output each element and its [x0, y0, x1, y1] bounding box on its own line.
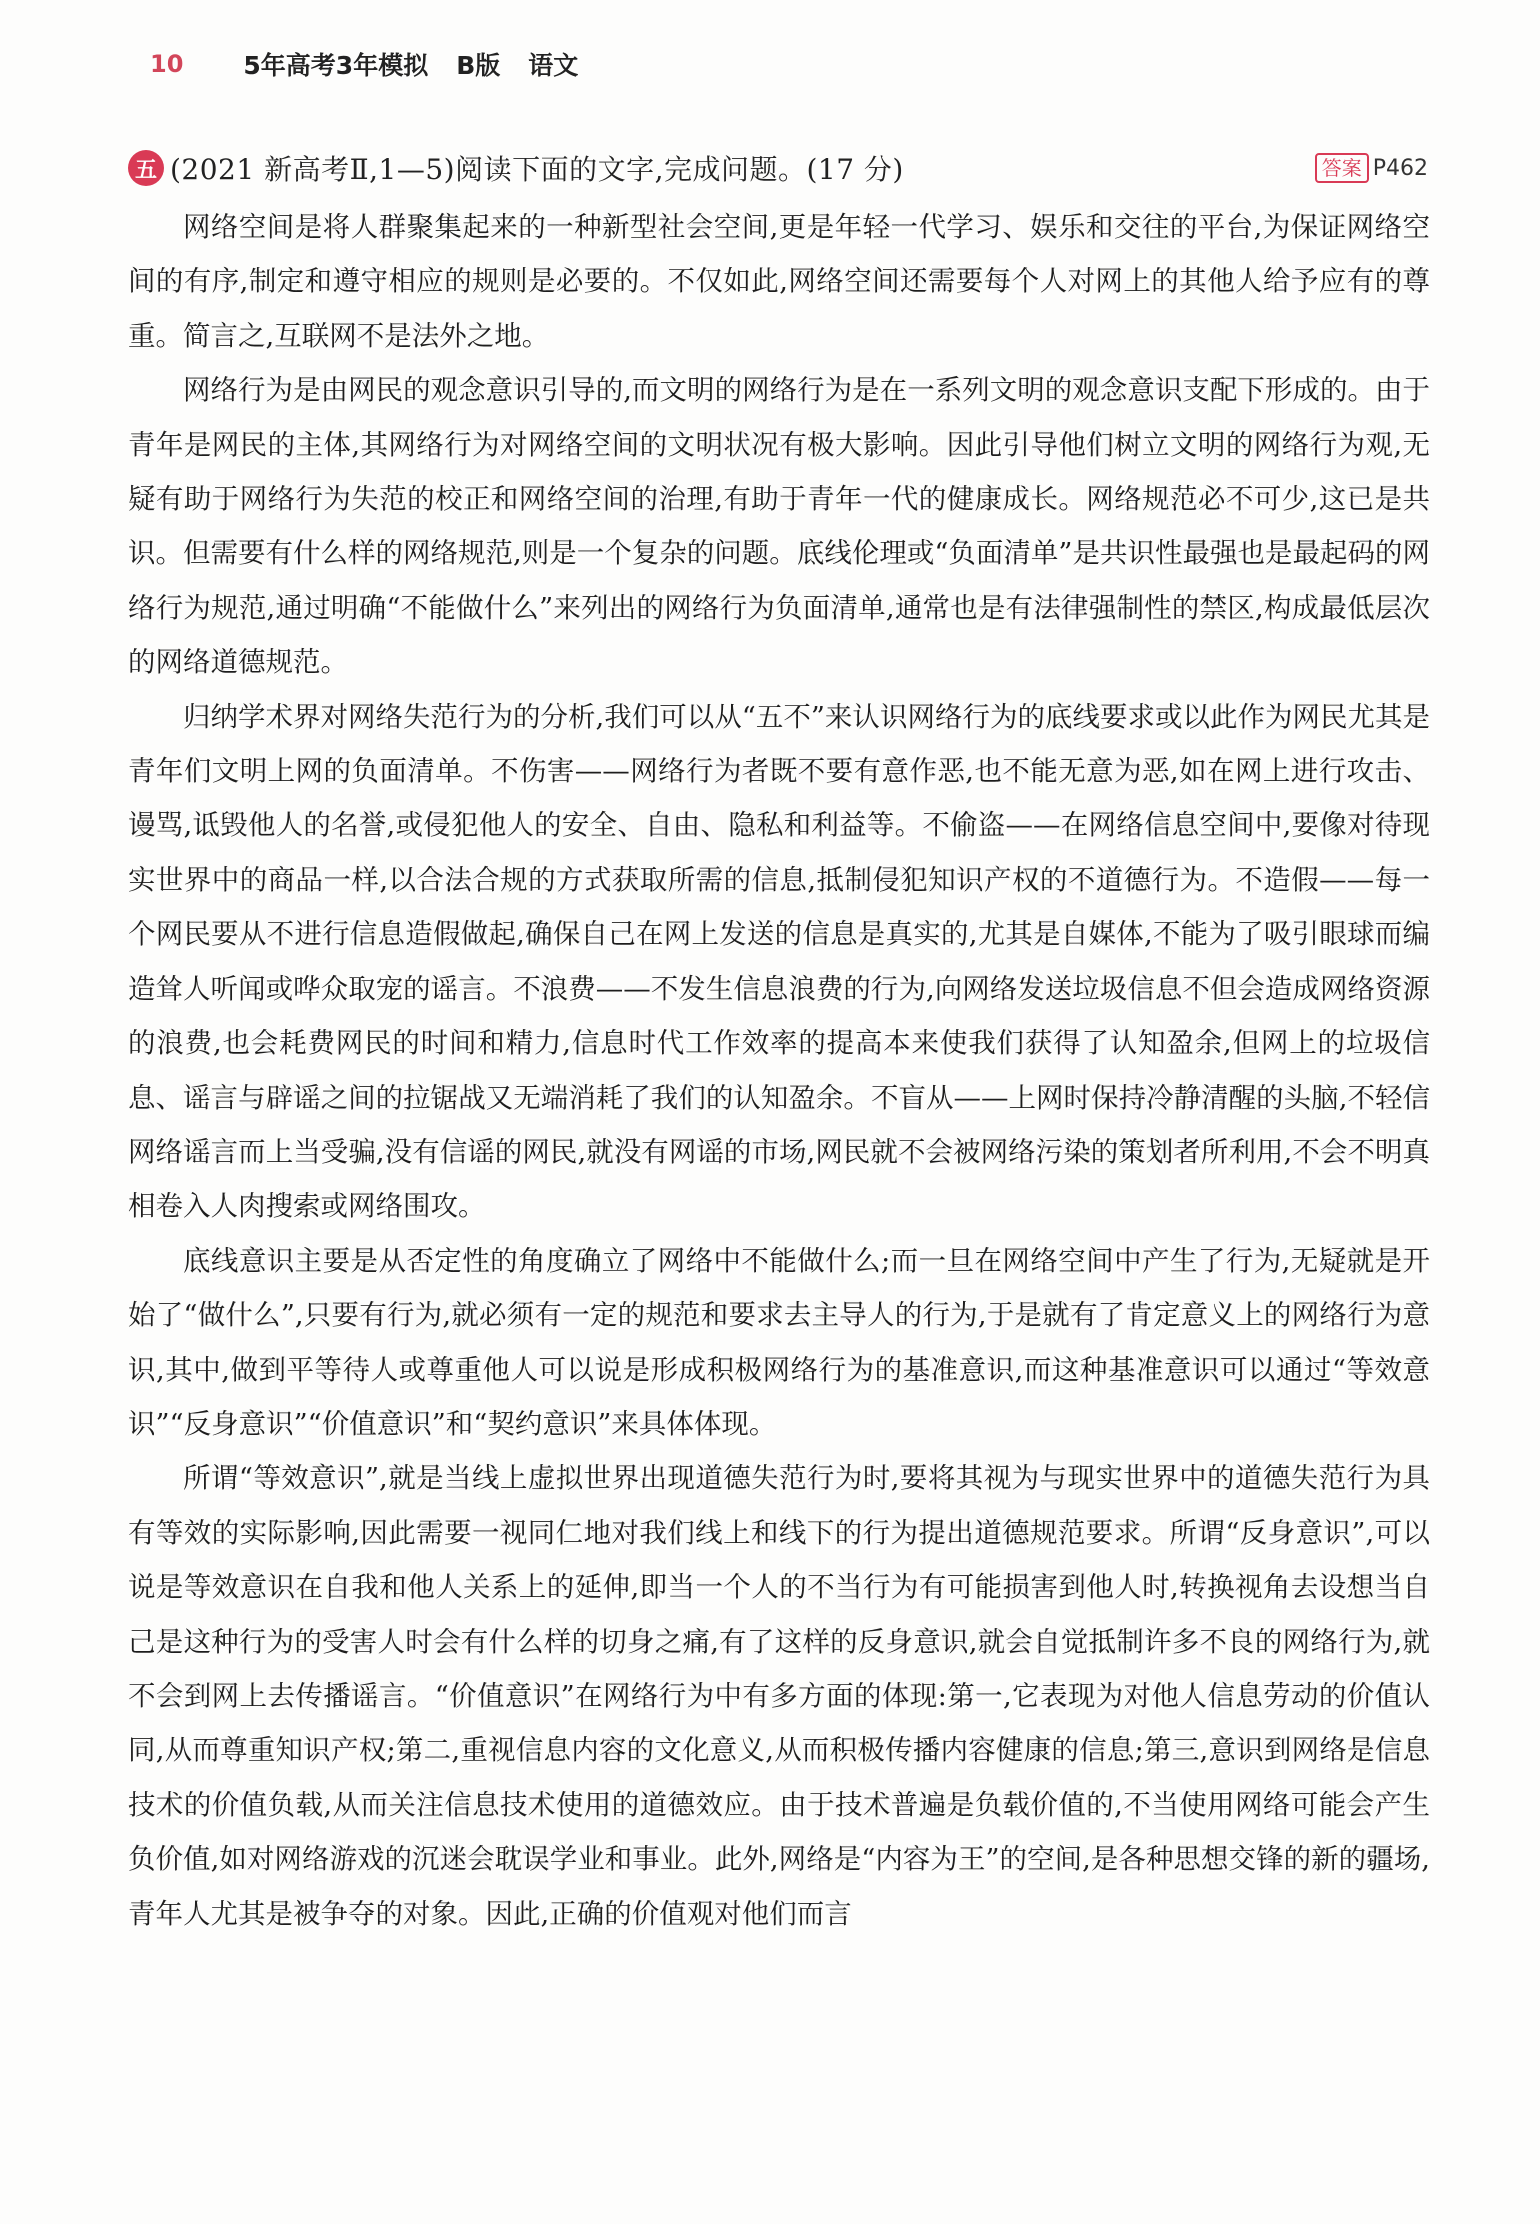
reading-passage [128, 200, 1430, 1941]
passage-paragraph: 网络行为是由网民的观念意识引导的,而文明的网络行为是在一系列文明的观念意识支配下形成的。由于青年是网民的主体,其网络行为对网络空间的文明状况有极大影响。因此引导他们树立文明的网络行为观,无疑有助于网络行为失范的校正和网络空间的治理,有助于青年一代的健康成长。网络规范必不可少,这已是共识。但需要有什么样的网络规范,则是一个复杂的问题。底线伦理或“负面清单”是共识性最强也是最起码的网络行为规范,通过明确“不能做什么”来列出的网络行为负面清单,通常也是有法律强制性的禁区,构成最低层次的网络道德规范。 [128, 374, 1430, 679]
book-subject: 语文 [528, 51, 579, 80]
passage-paragraph: 网络空间是将人群聚集起来的一种新型社会空间,更是年轻一代学习、娱乐和交往的平台,为保证网络空间的有序,制定和遵守相应的规则是必要的。不仅如此,网络空间还需要每个人对网上的其他人给予应有的尊重。简言之,互联网不是法外之地。 [128, 211, 1430, 352]
answer-label-box: 答案 [1315, 153, 1369, 183]
question-heading [128, 146, 1428, 190]
book-title: 5年高考3年模拟 [243, 51, 429, 80]
passage-paragraph: 归纳学术界对网络失范行为的分析,我们可以从“五不”来认识网络行为的底线要求或以此作为网民尤其是青年们文明上网的负面清单。不伤害——网络行为者既不要有意作恶,也不能无意为恶,如在网上进行攻击、谩骂,诋毁他人的名誉,或侵犯他人的安全、自由、隐私和利益等。不偷盗——在网络信息空间中,要像对待现实世界中的商品一样,以合法合规的方式获取所需的信息,抵制侵犯知识产权的不道德行为。不造假——每一个网民要从不进行信息造假做起,确保自己在网上发送的信息是真实的,尤其是自媒体,不能为了吸引眼球而编造耸人听闻或哗众取宠的谣言。不浪费——不发生信息浪费的行为,向网络发送垃圾信息不但会造成网络资源的浪费,也会耗费网民的时间和精力,信息时代工作效率的提高本来使我们获得了认知盈余,但网上的垃圾信息、谣言与辟谣之间的拉锯战又无端消耗了我们的认知盈余。不盲从——上网时保持冷静清醒的头脑,不轻信网络谣言而上当受骗,没有信谣的网民,就没有网谣的市场,网民就不会被网络污染的策划者所利用,不会不明真相卷入人肉搜索或网络围攻。 [128, 700, 1430, 1223]
book-edition: B版 [456, 51, 501, 80]
section-number-badge: 五 [128, 150, 164, 186]
page-header [150, 44, 578, 84]
passage-paragraph: 所谓“等效意识”,就是当线上虚拟世界出现道德失范行为时,要将其视为与现实世界中的道德失范行为具有等效的实际影响,因此需要一视同仁地对我们线上和线下的行为提出道德规范要求。所谓“反身意识”,可以说是等效意识在自我和他人关系上的延伸,即当一个人的不当行为有可能损害到他人时,转换视角去设想当自己是这种行为的受害人时会有什么样的切身之痛,有了这样的反身意识,就会自觉抵制许多不良的网络行为,就不会到网上去传播谣言。“价值意识”在网络行为中有多方面的体现:第一,它表现为对他人信息劳动的价值认同,从而尊重知识产权;第二,重视信息内容的文化意义,从而积极传播内容健康的信息;第三,意识到网络是信息技术的价值负载,从而关注信息技术使用的道德效应。由于技术普遍是负载价值的,不当使用网络可能会产生负价值,如对网络游戏的沉迷会耽误学业和事业。此外,网络是“内容为王”的空间,是各种思想交锋的新的疆场,青年人尤其是被争夺的对象。因此,正确的价值观对他们而言 [128, 1462, 1430, 1930]
page-number: 10 [150, 50, 184, 78]
passage-paragraph: 底线意识主要是从否定性的角度确立了网络中不能做什么;而一旦在网络空间中产生了行为,无疑就是开始了“做什么”,只要有行为,就必须有一定的规范和要求去主导人的行为,于是就有了肯定意义上的网络行为意识,其中,做到平等待人或尊重他人可以说是形成积极网络行为的基准意识,而这种基准意识可以通过“等效意识”“反身意识”“价值意识”和“契约意识”来具体体现。 [128, 1244, 1430, 1440]
question-instruction: (2021 新高考Ⅱ,1—5)阅读下面的文字,完成问题。(17 分) [170, 153, 904, 186]
answer-page: P462 [1372, 155, 1428, 181]
answer-reference [1315, 153, 1428, 183]
